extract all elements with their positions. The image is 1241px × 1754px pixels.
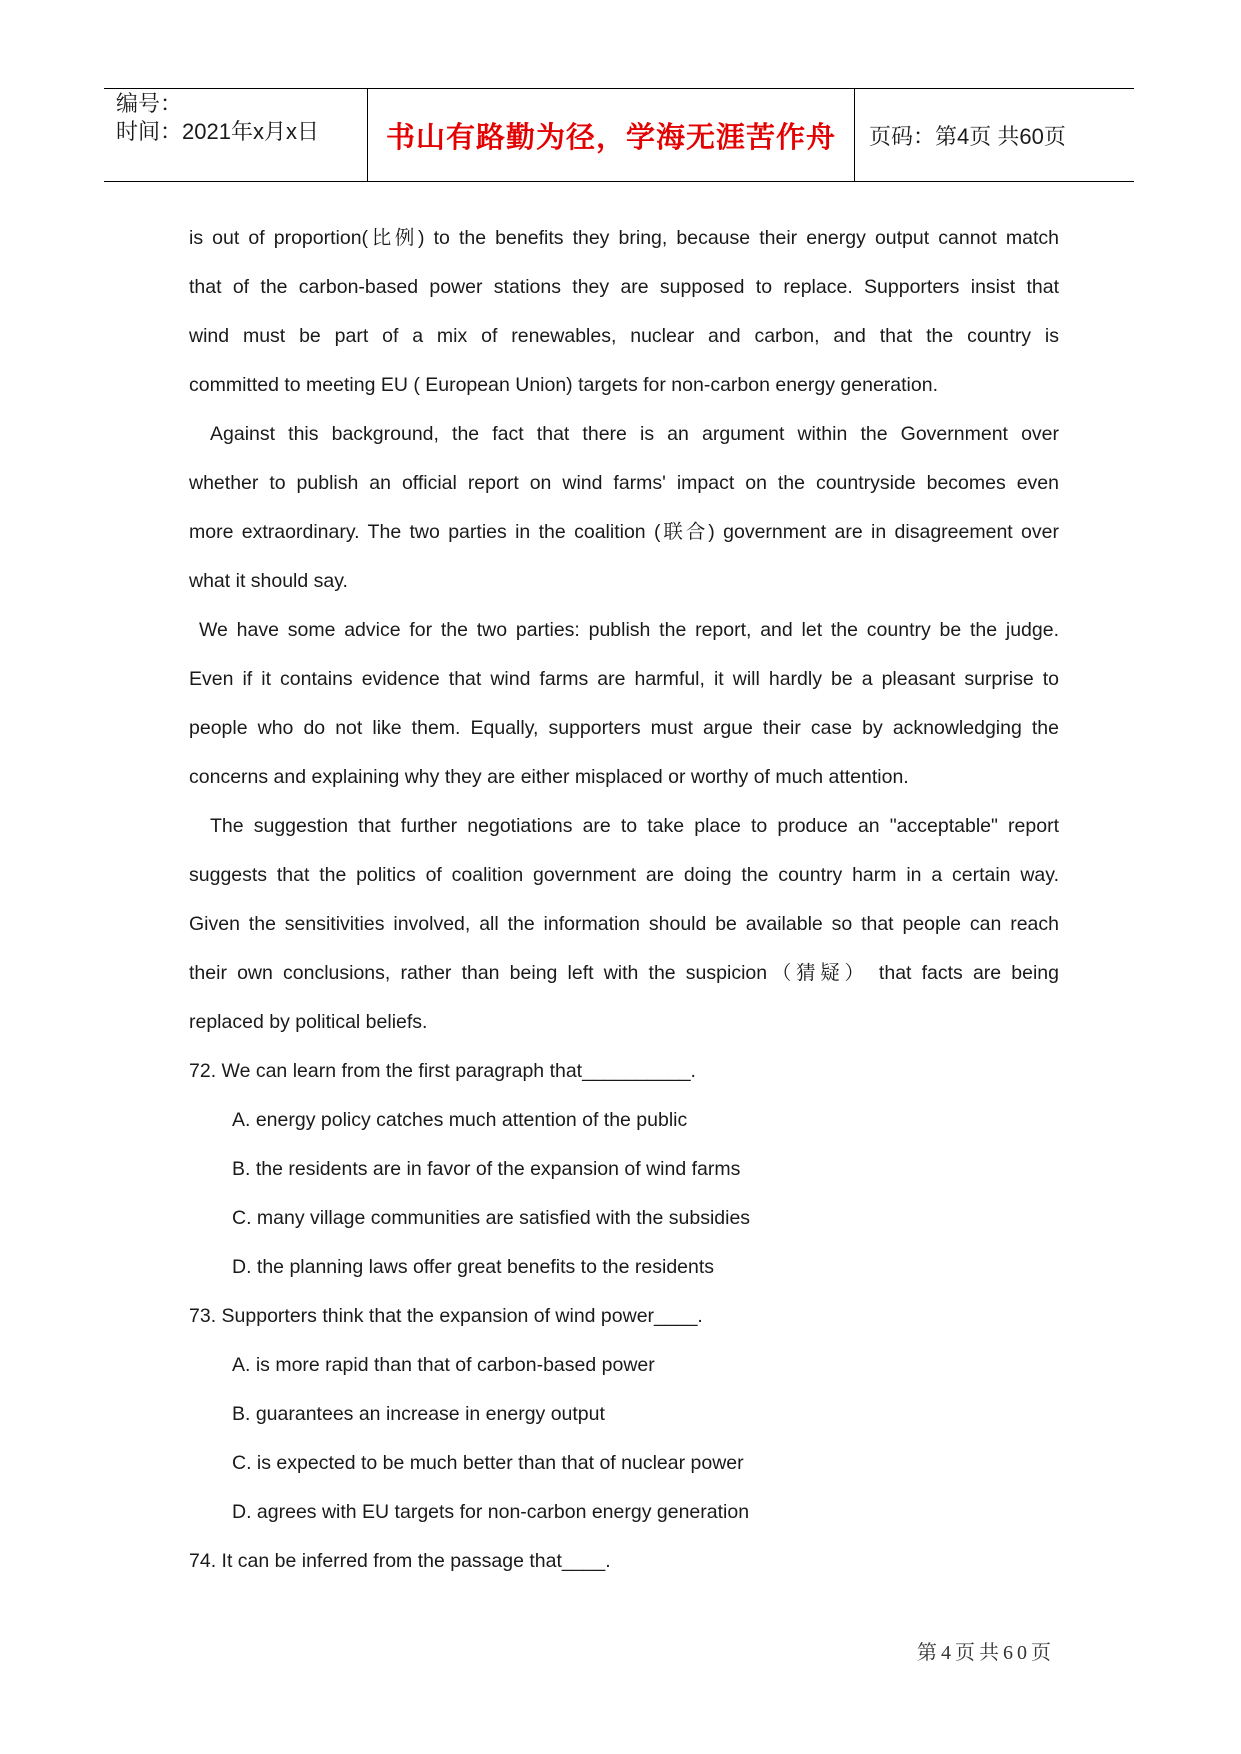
passage-line: We have some advice for the two parties: publish the report, and let the country be the judge. [199, 619, 1059, 641]
passage-line: concerns and explaining why they are either misplaced or worthy of much attention. [189, 766, 909, 788]
header-motto-cell [367, 89, 855, 181]
passage-line: more extraordinary. The two parties in the coalition (联合) government are in disagreement over [189, 521, 1059, 543]
passage-line: is out of proportion(比例) to the benefits they bring, because their energy output cannot match [189, 227, 1059, 249]
question-73-option-a: A. is more rapid than that of carbon-based power [232, 1354, 655, 1376]
passage-line: people who do not like them. Equally, supporters must argue their case by acknowledging the [189, 717, 1059, 739]
question-73-stem: 73. Supporters think that the expansion of wind power____. [189, 1305, 703, 1327]
passage-line: Given the sensitivities involved, all the information should be available so that people can reach [189, 913, 1059, 935]
question-72-option-c: C. many village communities are satisfied with the subsidies [232, 1207, 751, 1229]
page-code: 页码：第4页 共60页 [869, 123, 1066, 149]
passage-line: Against this background, the fact that there is an argument within the Government over [210, 423, 1059, 445]
header-right-cell [855, 89, 1134, 181]
passage-line: Even if it contains evidence that wind farms are harmful, it will hardly be a pleasant surprise to [189, 668, 1059, 690]
page-footer: 第4页共60页 [917, 1642, 1055, 1664]
serial-number-label: 编号： [116, 91, 183, 116]
passage-line: suggests that the politics of coalition government are doing the country harm in a certain way. [189, 864, 1059, 886]
page-header [104, 88, 1134, 182]
question-73-option-b: B. guarantees an increase in energy output [232, 1403, 605, 1425]
header-left-cell [104, 89, 367, 181]
question-73-option-c: C. is expected to be much better than that of nuclear power [232, 1452, 744, 1474]
question-72-stem: 72. We can learn from the first paragraph that__________. [189, 1060, 696, 1082]
passage-line: their own conclusions, rather than being left with the suspicion（猜疑） that facts are being [189, 962, 1059, 984]
passage-line: The suggestion that further negotiations are to take place to produce an "acceptable" report [210, 815, 1059, 837]
time-label: 时间：2021年x月x日 [116, 119, 319, 144]
question-72-option-a: A. energy policy catches much attention of the public [232, 1109, 688, 1131]
motto-text: 书山有路勤为径，学海无涯苦作舟 [385, 119, 836, 154]
passage-line: replaced by political beliefs. [189, 1011, 428, 1033]
passage-line: committed to meeting EU ( European Union) targets for non-carbon energy generation. [189, 374, 938, 396]
question-72-option-d: D. the planning laws offer great benefits to the residents [232, 1256, 715, 1278]
question-73-option-d: D. agrees with EU targets for non-carbon energy generation [232, 1501, 750, 1523]
passage-line: whether to publish an official report on wind farms' impact on the countryside becomes even [189, 472, 1059, 494]
passage-line: what it should say. [189, 570, 348, 592]
question-74-stem: 74. It can be inferred from the passage that____. [189, 1550, 611, 1572]
passage-line: that of the carbon-based power stations they are supposed to replace. Supporters insist that [189, 276, 1059, 298]
question-72-option-b: B. the residents are in favor of the expansion of wind farms [232, 1158, 741, 1180]
document-body [189, 214, 1059, 1586]
passage-line: wind must be part of a mix of renewables, nuclear and carbon, and that the country is [189, 325, 1059, 347]
